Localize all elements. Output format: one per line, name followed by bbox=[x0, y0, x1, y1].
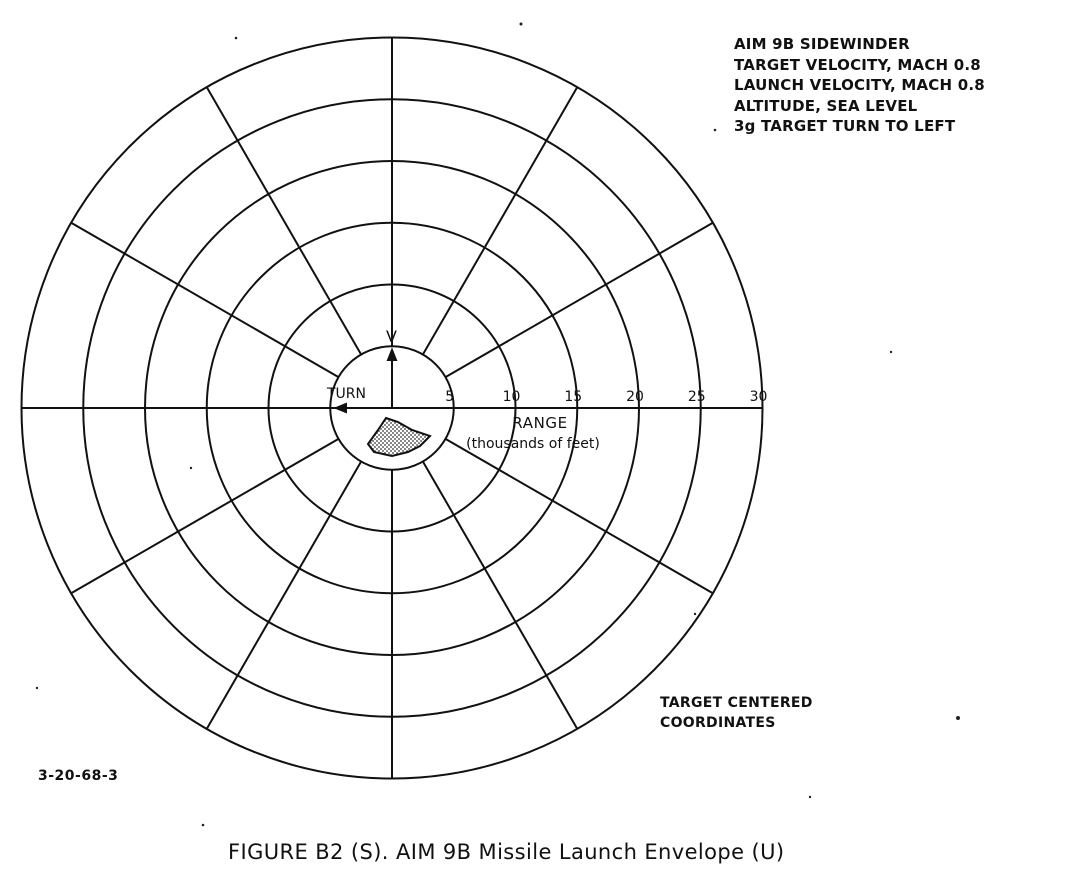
spec-line: TARGET VELOCITY, MACH 0.8 bbox=[734, 55, 981, 74]
range-tick-label: 30 bbox=[749, 389, 768, 405]
coordinates-note bbox=[660, 693, 813, 733]
range-tick-label: 15 bbox=[564, 389, 583, 405]
launch-envelope-region bbox=[368, 418, 430, 456]
document-id: 3-20-68-3 bbox=[38, 768, 119, 784]
range-tick-label: 20 bbox=[626, 389, 644, 405]
range-axis-units: (thousands of feet) bbox=[466, 436, 600, 452]
figure-caption: FIGURE B2 (S). AIM 9B Missile Launch Envelope (U) bbox=[228, 840, 785, 864]
turn-arrow bbox=[336, 404, 392, 412]
spec-line: 3g TARGET TURN TO LEFT bbox=[734, 117, 956, 135]
range-tick-label: 5 bbox=[445, 389, 455, 405]
coordinates-note-line: COORDINATES bbox=[660, 715, 776, 731]
range-tick-labels bbox=[445, 389, 767, 405]
turn-label: TURN bbox=[327, 386, 366, 402]
coordinates-note-line: TARGET CENTERED bbox=[660, 695, 813, 711]
velocity-label: V bbox=[386, 327, 397, 346]
spec-line: AIM 9B SIDEWINDER bbox=[734, 35, 910, 53]
missile-spec-block bbox=[734, 34, 985, 137]
spec-line: LAUNCH VELOCITY, MACH 0.8 bbox=[734, 76, 985, 94]
range-tick-label: 25 bbox=[687, 389, 706, 405]
spec-line: ALTITUDE, SEA LEVEL bbox=[734, 96, 918, 115]
scan-specks bbox=[36, 23, 960, 827]
range-tick-label: 10 bbox=[502, 389, 521, 405]
range-axis-label: RANGE bbox=[512, 414, 568, 432]
velocity-arrow bbox=[388, 350, 396, 408]
